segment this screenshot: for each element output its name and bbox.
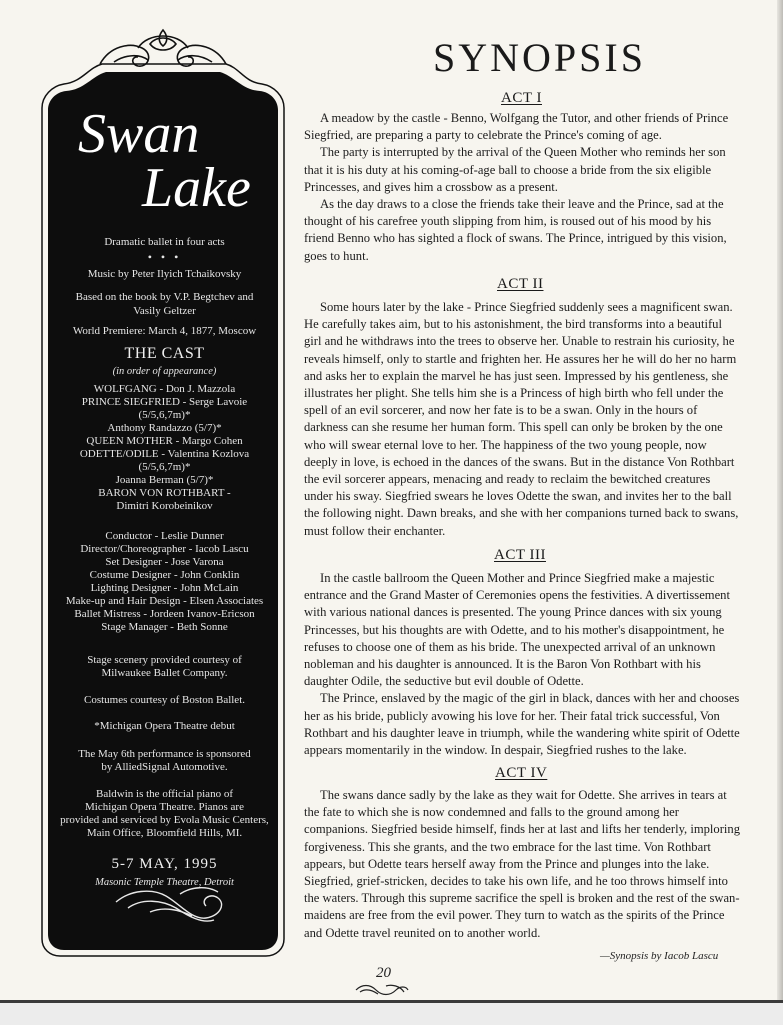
crew-line: Ballet Mistress - Jordeen Ivanov-Ericson (74, 608, 255, 620)
paragraph: In the castle ballroom the Queen Mother and Prince Siegfried make a majestic entrance and the Grand Master of Ceremonies opens the festivities. A divertissement with various national dances is presented. The young Prince dances with six young Princesses, but his thoughts are with Odette, and to his mother's disappointment, he refuses to choose one of them as his bride. The unexpected arrival of an unknown nobleman and his daughter is announced. It is the Baron Von Rothbart with his daughter Odile, the seductive but evil double of Odette. (304, 571, 730, 689)
venue: Masonic Temple Theatre, Detroit (95, 877, 234, 888)
crew-line: Set Designer - Jose Varona (105, 556, 224, 568)
dots-divider: • • • (147, 250, 182, 264)
act-title: ACT III (494, 547, 546, 563)
cast-line: (5/5,6,7m)* (138, 409, 191, 421)
cast-line: PRINCE SIEGFRIED - Serge Lavoie (81, 396, 248, 408)
cast-line: QUEEN MOTHER - Margo Cohen (86, 435, 243, 447)
cast-title: THE CAST (124, 345, 205, 362)
act-text (304, 570, 740, 759)
paragraph: As the day draws to a close the friends take their leave and the Prince, sad at the thought of his carefree youth slipping from him, is roused out of his mood by his friend Benno who has sighted a flock of swans. The Prince, intrigued by this vision, goes to hunt. (304, 197, 727, 263)
cast-line: Joanna Berman (5/7)* (115, 474, 214, 486)
paragraph: The party is interrupted by the arrival of the Queen Mother who reminds her son that it is his duty at his coming-of-age ball to choose a bride from the six eligible Princesses, and gives him a crossbow as a present. (304, 145, 726, 194)
cast-line: (5/5,6,7m)* (138, 461, 191, 473)
scenery-note-1: Stage scenery provided courtesy of (87, 654, 242, 666)
page-number: 20 (376, 965, 391, 981)
sponsor-note-2: by AlliedSignal Automotive. (101, 761, 228, 773)
act-text (304, 787, 740, 942)
scenery-note-2: Milwaukee Ballet Company. (101, 667, 228, 679)
piano-note-2: Michigan Opera Theatre. Pianos are (85, 801, 244, 813)
piano-note-3: provided and serviced by Evola Music Centers, (60, 814, 269, 826)
book-credit-1: Based on the book by V.P. Begtchev and (75, 291, 254, 303)
crew-line: Make-up and Hair Design - Elsen Associates (65, 595, 264, 607)
cast-line: WOLFGANG - Don J. Mazzola (93, 383, 236, 395)
title-swan: Swan (78, 103, 200, 165)
book-credit-2: Vasily Geltzer (133, 305, 196, 317)
crew-line: Conductor - Leslie Dunner (105, 530, 224, 542)
crew-line: Costume Designer - John Conklin (89, 569, 240, 581)
act-title: ACT I (501, 90, 542, 106)
cast-line: Dimitri Korobeinikov (116, 500, 213, 512)
crew-line: Lighting Designer - John McLain (90, 582, 239, 594)
piano-note-4: Main Office, Bloomfield Hills, MI. (86, 827, 243, 839)
debut-note: *Michigan Opera Theatre debut (94, 720, 235, 732)
page-title: SYNOPSIS (433, 35, 646, 80)
synopsis-credit: —Synopsis by Iacob Lascu (600, 950, 719, 962)
crew-line: Stage Manager - Beth Sonne (101, 621, 228, 633)
footer-ornament (352, 982, 412, 998)
paragraph: The swans dance sadly by the lake as they wait for Odette. She arrives in tears at the fate to which she is now condemned and falls to the ground among her companions. Siegfried beside himself, finds her at last and lifts her tenderly, imploring forgiveness. This she grants, and the two embrace for the last time. Von Rothbart appears, but Odette tears herself away from the Prince and plunges into the lake. Siegfried, grief-stricken, decides to take his own life, and he too throws himself into the waters. Through this supreme sacrifice the spell is broken and the rest of the swan-maidens are free from the evil power. They turn to watch as the spirits of the Prince and Odette travel reunited on to another world. (304, 788, 741, 940)
crew-line: Director/Choreographer - Iacob Lascu (80, 543, 249, 555)
title-lake: Lake (142, 157, 251, 219)
cast-line: Anthony Randazzo (5/7)* (107, 422, 222, 434)
costumes-note: Costumes courtesy of Boston Ballet. (83, 694, 245, 706)
piano-note-1: Baldwin is the official piano of (96, 788, 233, 800)
subtitle: Dramatic ballet in four acts (104, 236, 225, 248)
act-text (304, 110, 740, 265)
scan-bottom-edge (0, 1000, 783, 1025)
scan-edge (777, 0, 783, 1025)
act-text (304, 299, 740, 540)
cast-subtitle: (in order of appearance) (112, 366, 217, 377)
act-title: ACT IV (495, 765, 548, 781)
sponsor-note-1: The May 6th performance is sponsored (78, 748, 251, 760)
paragraph: A meadow by the castle - Benno, Wolfgang the Tutor, and other friends of Prince Siegfried, are preparing a party to celebrate the Prince's coming of age. (304, 111, 729, 143)
cast-line: ODETTE/ODILE - Valentina Kozlova (79, 448, 250, 460)
music-credit: Music by Peter Ilyich Tchaikovsky (87, 268, 242, 280)
paragraph: The Prince, enslaved by the magic of the girl in black, dances with her and chooses her as his bride, publicly avowing his love for her. Their fatal trick successful, Von Rothbart and his daughter leave in triumph, while the wandering white spirit of Odette appears momentarily in the window. In despair, Siegfried rushes to the lake. (304, 691, 740, 758)
act-title: ACT II (497, 276, 544, 292)
top-ornament (100, 30, 226, 66)
cast-line: BARON VON ROTHBART - (98, 487, 231, 499)
paragraph: Some hours later by the lake - Prince Siegfried suddenly sees a magnificent swan. He carefully takes aim, but to his astonishment, the bird transforms into a beautiful girl and he withdraws into the trees to observe her. Unable to restrain his curiosity, he reveals himself, only to startle and frighten her. He assures her he will do her no harm and asks her to explain the marvel he has just seen. Impressed by his gentleness, she illustrates her plight. She tells him she is a Princess of high birth who fell under the spell of an evil sorcerer, and now her fate is to be a swan. Only in the hours of darkness can she resume her human form. This spell can only be broken by the one who will swear eternal love to her. The happiness of the two young people, now deeply in love, is echoed in the dances of the swans. But in the distance Von Rothbart the evil sorcerer appears, menacing and ready to reclaim the bewitched creatures under his sway. Siegfried swears he loves Odette the swan, and invites her to the ball the following night. Dawn breaks, and she with her companions turned back to swans, must follow their enchanter. (304, 300, 739, 538)
premiere-line: World Premiere: March 4, 1877, Moscow (72, 325, 257, 337)
performance-dates: 5-7 MAY, 1995 (111, 856, 218, 872)
